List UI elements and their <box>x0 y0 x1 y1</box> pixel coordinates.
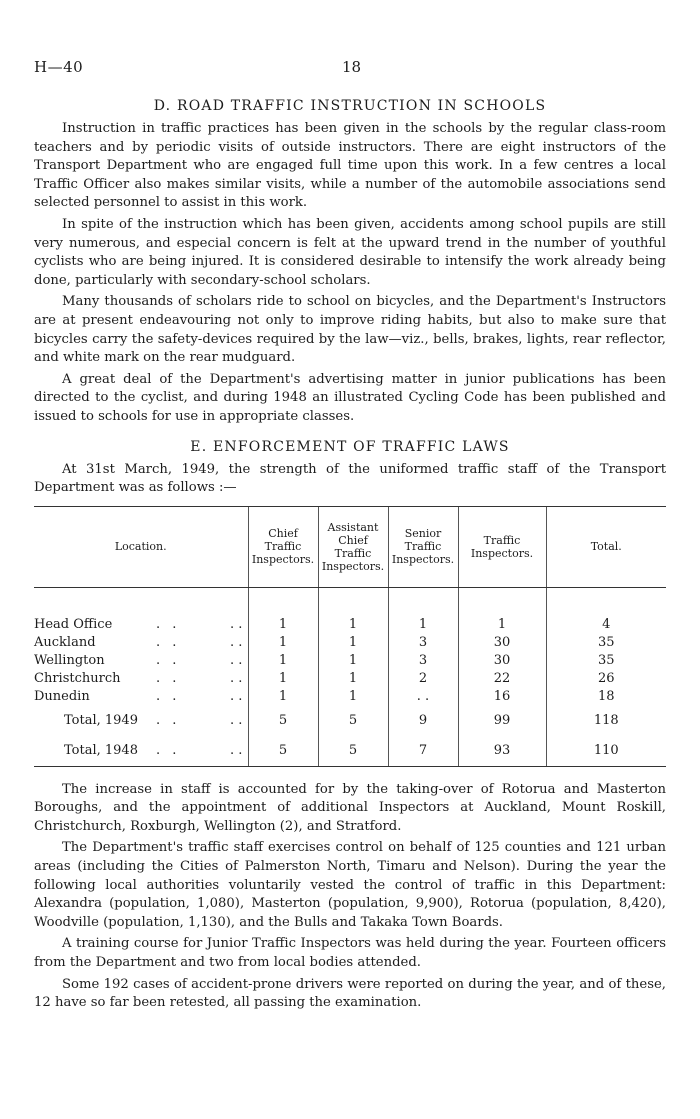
table-row <box>34 652 666 670</box>
page-content <box>34 96 666 1016</box>
section-d-heading: D. ROAD TRAFFIC INSTRUCTION IN SCHOOLS <box>153 98 547 114</box>
leader-dots: . . <box>230 616 243 632</box>
cell-chief: 1 <box>248 652 318 670</box>
leader-dots: . . <box>156 688 181 704</box>
section-e-paragraph: The increase in staff is accounted for by the taking-over of Rotorua and Masterton Boroughs, and the appointment of additional Inspectors at Auckland, Mount Roskill, Christchurch, Roxburgh, Wellington (2), and Stratford. <box>34 781 666 834</box>
cell-traffic: 99 <box>458 706 546 736</box>
cell-chief: 1 <box>248 670 318 688</box>
row-location: Auckland <box>34 634 96 650</box>
cell-senior: . . <box>388 688 458 706</box>
leader-dots: . . <box>156 634 181 650</box>
row-location: Dunedin <box>34 688 90 704</box>
cell-chief: 5 <box>248 706 318 736</box>
section-e <box>34 437 666 1013</box>
section-d-paragraph: Many thousands of scholars ride to school on bicycles, and the Department's Instructors are at present endeavouring not only to improve riding habits, but also to make sure that bicycles carry the safety-devices required by the law—viz., bells, brakes, lights, rear reflector, and white mark on the rear mudguard. <box>34 294 666 366</box>
cell-chief: 5 <box>248 736 318 767</box>
cell-assistant: 1 <box>318 688 388 706</box>
traffic-staff-table <box>34 506 666 767</box>
cell-total: 118 <box>546 706 666 736</box>
cell-traffic: 93 <box>458 736 546 767</box>
cell-assistant: 1 <box>318 670 388 688</box>
cell-senior: 2 <box>388 670 458 688</box>
row-location: Wellington <box>34 652 105 668</box>
cell-senior: 1 <box>388 616 458 634</box>
cell-traffic: 16 <box>458 688 546 706</box>
leader-dots: . . <box>230 712 243 728</box>
cell-senior: 9 <box>388 706 458 736</box>
cell-total: 35 <box>546 652 666 670</box>
column-header-traffic: Traffic Inspectors. <box>458 506 546 587</box>
cell-assistant: 5 <box>318 706 388 736</box>
table-total-row <box>34 736 666 767</box>
column-header-total: Total. <box>546 506 666 587</box>
table-header-row <box>34 506 666 587</box>
cell-traffic: 30 <box>458 652 546 670</box>
section-e-paragraph: A training course for Junior Traffic Inspectors was held during the year. Fourteen officers from the Department and two from local bodies attended. <box>34 936 666 971</box>
cell-senior: 3 <box>388 634 458 652</box>
section-e-heading: E. ENFORCEMENT OF TRAFFIC LAWS <box>190 438 510 455</box>
cell-traffic: 30 <box>458 634 546 652</box>
leader-dots: . . <box>156 652 181 668</box>
table-row <box>34 616 666 634</box>
cell-assistant: 1 <box>318 634 388 652</box>
column-header-location: Location. <box>34 506 248 587</box>
section-e-paragraph: The Department's traffic staff exercises control on behalf of 125 counties and 121 urban areas (including the Cities of Palmerston North, Timaru and Nelson). During the year the following local authorities voluntarily vested the control of traffic in this Department: Alexandra (population, 1,080), Masterton (population, 9,900), Rotorua (population, 8,420), Woodville (population, 1,130), and the Bulls and Takaka Town Boards. <box>34 840 666 930</box>
row-location: Head Office <box>34 616 113 632</box>
column-header-assistant: Assistant Chief Traffic Inspectors. <box>318 506 388 587</box>
cell-total: 35 <box>546 634 666 652</box>
leader-dots: . . <box>230 688 243 704</box>
total-label: Total, 1949 <box>64 712 138 728</box>
leader-dots: . . <box>230 634 243 650</box>
section-e-intro: At 31st March, 1949, the strength of the uniformed traffic staff of the Transport Department was as follows :— <box>34 461 666 496</box>
table-row <box>34 670 666 688</box>
cell-total: 4 <box>546 616 666 634</box>
cell-senior: 3 <box>388 652 458 670</box>
section-e-paragraph: Some 192 cases of accident-prone drivers were reported on during the year, and of these, 12 have so far been retested, all passing the examination. <box>34 976 666 1011</box>
table-row <box>34 688 666 706</box>
leader-dots: . . <box>156 670 181 686</box>
document-reference: H—40 <box>34 58 84 76</box>
leader-dots: . . <box>156 742 181 758</box>
section-d-paragraph: Instruction in traffic practices has been given in the schools by the regular class-room teachers and by periodic visits of outside instructors. There are eight instructors of the Transport Department who are engaged full time upon this work. In a few centres a local Traffic Officer also makes similar visits, while a number of the automobile associations send selected personnel to assist in this work. <box>34 121 666 211</box>
section-e-body <box>34 781 666 1013</box>
section-d-paragraph: In spite of the instruction which has been given, accidents among school pupils are still very numerous, and especial concern is felt at the upward trend in the number of youthful cyclists who are being injured. It is considered desirable to intensify the work already being done, particularly with secondary-school scholars. <box>34 216 666 288</box>
cell-traffic: 1 <box>458 616 546 634</box>
cell-chief: 1 <box>248 688 318 706</box>
table-total-row <box>34 706 666 736</box>
leader-dots: . . <box>230 742 243 758</box>
cell-senior: 7 <box>388 736 458 767</box>
leader-dots: . . <box>156 616 181 632</box>
cell-chief: 1 <box>248 634 318 652</box>
cell-total: 26 <box>546 670 666 688</box>
cell-assistant: 1 <box>318 616 388 634</box>
leader-dots: . . <box>230 670 243 686</box>
column-header-chief: Chief Traffic Inspectors. <box>248 506 318 587</box>
cell-assistant: 5 <box>318 736 388 767</box>
section-d-paragraph: A great deal of the Department's advertising matter in junior publications has been directed to the cyclist, and during 1948 an illustrated Cycling Code has been published and issued to schools for use in appropriate classes. <box>34 371 666 424</box>
row-location: Christchurch <box>34 670 121 686</box>
cell-total: 110 <box>546 736 666 767</box>
cell-chief: 1 <box>248 616 318 634</box>
page-number: 18 <box>342 58 362 76</box>
cell-traffic: 22 <box>458 670 546 688</box>
table-row <box>34 634 666 652</box>
leader-dots: . . <box>230 652 243 668</box>
cell-total: 18 <box>546 688 666 706</box>
total-label: Total, 1948 <box>64 742 138 758</box>
section-d <box>34 96 666 427</box>
cell-assistant: 1 <box>318 652 388 670</box>
leader-dots: . . <box>156 712 181 728</box>
column-header-senior: Senior Traffic Inspectors. <box>388 506 458 587</box>
